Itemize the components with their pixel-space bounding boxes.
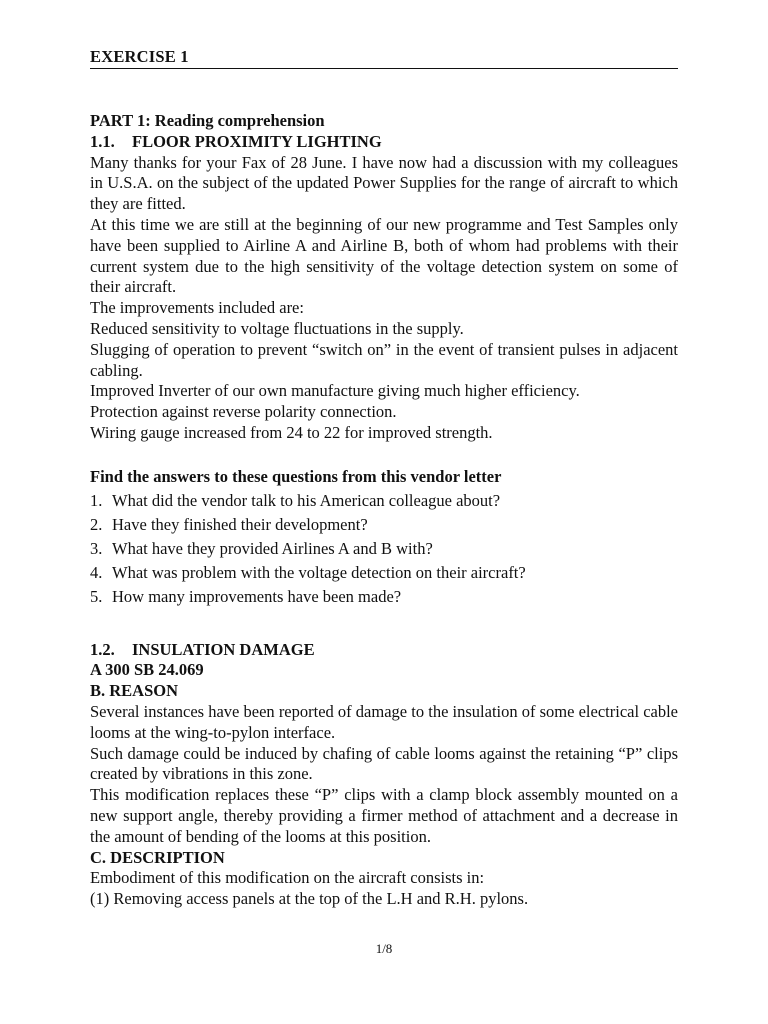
questions-heading: Find the answers to these questions from this vendor letter — [90, 466, 502, 486]
question-item — [90, 489, 678, 513]
question-text: What have they provided Airlines A and B with? — [112, 538, 433, 558]
reason-paragraph: Such damage could be induced by chafing of cable looms against the retaining “P” clips created by vibrations in this zone. — [90, 743, 678, 784]
title-underline — [90, 68, 678, 69]
question-text: What was problem with the voltage detection on their aircraft? — [112, 563, 526, 583]
section-number: 1.1. — [90, 131, 115, 151]
questions-list — [90, 489, 678, 610]
improvement-item: Reduced sensitivity to voltage fluctuations in the supply. — [90, 318, 464, 338]
section-title: FLOOR PROXIMITY LIGHTING — [132, 131, 382, 151]
exercise-title: EXERCISE 1 — [90, 47, 189, 66]
question-item — [90, 561, 678, 585]
spacer — [90, 444, 678, 465]
part-heading: PART 1: Reading comprehension — [90, 111, 325, 130]
letter-paragraph-2: At this time we are still at the beginning of our new programme and Test Samples only have been supplied to Airline A and Airline B, both of whom had problems with their current system due to the high sensitivity of the voltage detection system on some of their aircraft. — [90, 214, 678, 297]
question-number: 2. — [90, 514, 103, 534]
description-intro: Embodiment of this modification on the aircraft consists in: — [90, 868, 485, 888]
service-bulletin-ref: A 300 SB 24.069 — [90, 660, 204, 680]
letter-paragraph-1: Many thanks for your Fax of 28 June. I have now had a discussion with my colleagues in U.S.A. on the subject of the updated Power Supplies for the range of aircraft to which they are fitted. — [90, 152, 678, 214]
description-item: (1) Removing access panels at the top of the L.H and R.H. pylons. — [90, 889, 529, 909]
question-text: How many improvements have been made? — [112, 587, 402, 607]
improvements-intro: The improvements included are: — [90, 298, 304, 318]
section-heading-1-2 — [90, 640, 678, 661]
question-number: 5. — [90, 587, 103, 607]
question-item — [90, 585, 678, 609]
question-text: Have they finished their development? — [112, 514, 368, 534]
section-heading-1-1 — [90, 132, 678, 153]
document-body — [90, 111, 678, 910]
section-number: 1.2. — [90, 639, 115, 659]
question-item — [90, 537, 678, 561]
question-number: 4. — [90, 563, 103, 583]
description-heading: C. DESCRIPTION — [90, 847, 225, 867]
reason-paragraph: This modification replaces these “P” clips with a clamp block assembly mounted on a new support angle, thereby providing a firmer method of attachment and a decrease in the amount of bending of the looms at this position. — [90, 785, 678, 846]
improvement-item: Improved Inverter of our own manufacture giving much higher efficiency. — [90, 381, 580, 401]
reason-paragraph: Several instances have been reported of damage to the insulation of some electrical cable looms at the wing-to-pylon interface. — [90, 701, 678, 742]
question-number: 1. — [90, 490, 103, 510]
question-text: What did the vendor talk to his American colleague about? — [112, 490, 501, 510]
spacer — [90, 610, 678, 640]
question-item — [90, 513, 678, 537]
page-number: 1/8 — [375, 941, 393, 956]
improvement-item: Wiring gauge increased from 24 to 22 for improved strength. — [90, 422, 493, 442]
section-title: INSULATION DAMAGE — [132, 639, 315, 659]
question-number: 3. — [90, 538, 103, 558]
improvement-item: Slugging of operation to prevent “switch on” in the event of transient pulses in adjacent cabling. — [90, 339, 678, 380]
improvement-item: Protection against reverse polarity connection. — [90, 402, 397, 422]
reason-heading: B. REASON — [90, 681, 179, 701]
